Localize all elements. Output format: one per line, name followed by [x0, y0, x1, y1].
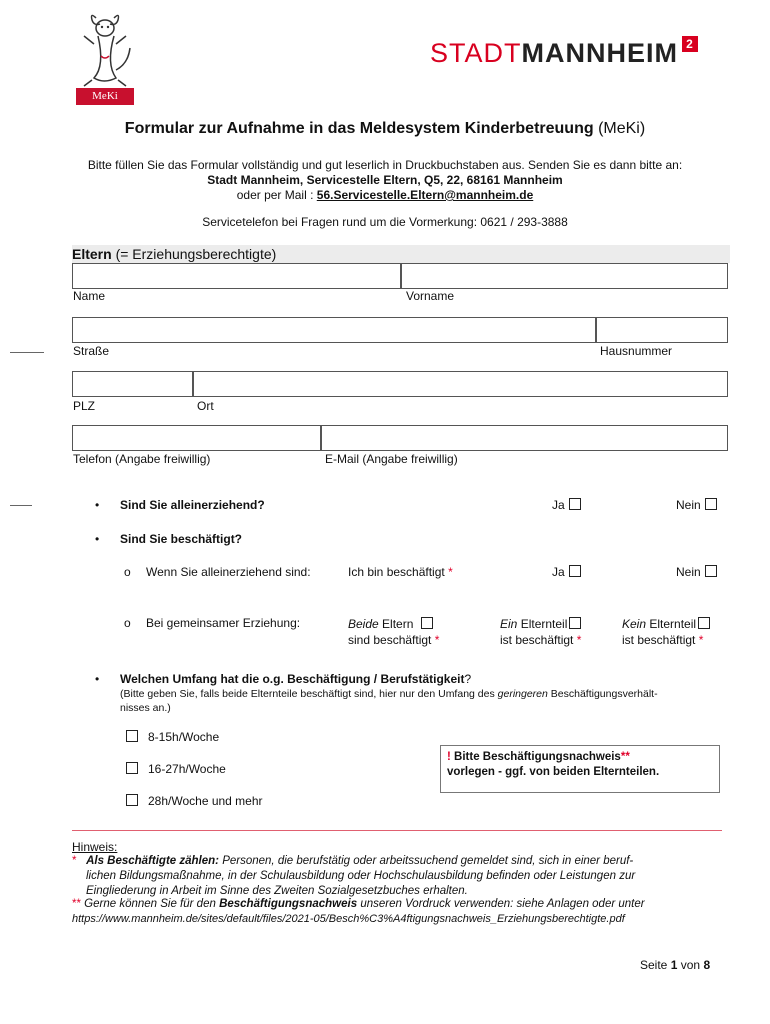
umfang-option-1[interactable] [126, 730, 219, 744]
kangaroo-icon [76, 10, 134, 90]
opt-kein-checkbox[interactable] [698, 617, 710, 629]
note2-b: unseren Vordruck verwenden: siehe Anlagen oder unter [360, 898, 645, 910]
divider [72, 830, 722, 831]
q1-nein-checkbox[interactable] [705, 498, 717, 510]
nachweis-alert [440, 745, 720, 793]
bullet: • [95, 498, 100, 512]
telefon-label: Telefon (Angabe freiwillig) [73, 452, 211, 466]
vorname-input[interactable] [400, 263, 728, 289]
stadt-mannheim-logo [430, 38, 698, 69]
opt-ein-line2: ist beschäftigt [500, 633, 574, 647]
hint-italic: geringeren [497, 688, 548, 700]
umfang-label-2: 16-27h/Woche [148, 762, 226, 776]
q1-nein-label: Nein [676, 498, 701, 512]
brand-stadt: STADT [430, 38, 522, 68]
note1-bold: Als Beschäftigte zählen: [86, 855, 219, 867]
margin-mark [10, 352, 44, 353]
strasse-label: Straße [73, 344, 110, 358]
note2-a: Gerne können Sie für den [84, 898, 216, 910]
title-bold: Formular zur Aufnahme in das Meldesystem Kinderbetreuung [124, 120, 594, 137]
umfang-checkbox-3[interactable] [126, 794, 138, 806]
brand-mannheim: MANNHEIM [521, 38, 678, 68]
q-umfang [120, 672, 471, 686]
title-normal: (MeKi) [598, 120, 646, 137]
sub2-text: Bei gemeinsamer Erziehung: [146, 616, 301, 630]
notes-heading: Hinweis: [72, 840, 118, 854]
section-normal: (= Erziehungsberechtigte) [115, 246, 277, 262]
q1-ja-checkbox[interactable] [569, 498, 581, 510]
q-umfang-qmark: ? [464, 672, 472, 686]
required-star: * [698, 633, 704, 647]
section-bold: Eltern [72, 246, 112, 262]
alert-stars: ** [620, 751, 630, 763]
opt-kein-line2: ist beschäftigt [622, 633, 696, 647]
q2a-nein-checkbox[interactable] [705, 565, 717, 577]
q2a-nein-option[interactable] [676, 565, 717, 579]
brand-sup: 2 [682, 36, 698, 52]
required-star: * [434, 633, 440, 647]
plz-input[interactable] [72, 371, 194, 397]
footer-total: 8 [703, 958, 711, 972]
sub1-mid-text: Ich bin beschäftigt [348, 565, 445, 579]
hint-a: (Bitte geben Sie, falls beide Elternteile beschäftigt sind, hier nur den Umfang des [120, 688, 495, 700]
alert-excl: ! [447, 751, 451, 763]
meki-badge: MeKi [76, 88, 134, 105]
opt-beide[interactable] [348, 616, 439, 648]
sub-marker: o [124, 616, 131, 630]
intro-line1: Bitte füllen Sie das Formular vollständig und gut leserlich in Druckbuchstaben aus. Senden Sie es dann bitte an: [87, 158, 683, 172]
email-label: E-Mail (Angabe freiwillig) [325, 452, 458, 466]
q1-nein-option[interactable] [676, 498, 717, 512]
required-star: * [576, 633, 582, 647]
plz-label: PLZ [73, 399, 96, 413]
q2a-ja-checkbox[interactable] [569, 565, 581, 577]
q1-ja-option[interactable] [552, 498, 581, 512]
umfang-option-2[interactable] [126, 762, 226, 776]
opt-beide-rest: Eltern [382, 617, 414, 631]
service-phone: Servicetelefon bei Fragen rund um die Vormerkung: 0621 / 293-3888 [202, 215, 568, 229]
page-number [640, 958, 710, 972]
note2-bold: Beschäftigungsnachweis [219, 898, 358, 910]
opt-beide-line2: sind beschäftigt [348, 633, 432, 647]
opt-ein-italic: Ein [500, 617, 518, 631]
note-2 [72, 897, 732, 927]
intro-mail-prefix: oder per Mail : [236, 188, 314, 202]
opt-beide-checkbox[interactable] [421, 617, 433, 629]
q-umfang-text: Welchen Umfang hat die o.g. Beschäftigung / Berufstätigkeit [120, 672, 465, 686]
hint-c: nisses an.) [120, 702, 171, 714]
footer-seite: Seite [640, 958, 668, 972]
q2a-ja-label: Ja [552, 565, 565, 579]
email-link[interactable]: 56.Servicestelle.Eltern@mannheim.de [316, 188, 534, 202]
name-input[interactable] [72, 263, 402, 289]
vorname-label: Vorname [406, 289, 455, 303]
ort-label: Ort [197, 399, 214, 413]
hausnummer-label: Hausnummer [600, 344, 673, 358]
strasse-input[interactable] [72, 317, 597, 343]
q-alleinerziehend: Sind Sie alleinerziehend? [120, 498, 265, 512]
required-star: * [448, 565, 453, 579]
note1-line3: Eingliederung in Arbeit im Sinne des Zweiten Sozialgesetzbuches erhalten. [86, 885, 468, 897]
note-star: * [72, 855, 77, 867]
margin-mark [10, 505, 32, 506]
note2-url[interactable]: https://www.mannheim.de/sites/default/files/2021-05/Besch%C3%A4ftigungsnachweis_Erziehungsberechtigte.pdf [72, 913, 625, 925]
opt-beide-italic: Beide [348, 617, 379, 631]
umfang-option-3[interactable] [126, 794, 263, 808]
ort-input[interactable] [192, 371, 728, 397]
sub-marker: o [124, 565, 131, 579]
opt-ein-checkbox[interactable] [569, 617, 581, 629]
note-stars: ** [72, 898, 81, 910]
footer-page: 1 [670, 958, 678, 972]
umfang-checkbox-1[interactable] [126, 730, 138, 742]
umfang-label-1: 8-15h/Woche [148, 730, 220, 744]
opt-kein[interactable] [622, 616, 710, 648]
opt-kein-rest: Elternteil [649, 617, 697, 631]
note1-line2: lichen Bildungsmaßnahme, in der Schulausbildung oder Hochschulausbildung befinden oder Leistungen zur [86, 870, 636, 882]
sub1-mid [348, 565, 453, 579]
meki-logo [76, 10, 134, 105]
q2a-ja-option[interactable] [552, 565, 581, 579]
name-label: Name [73, 289, 106, 303]
section-eltern-heading [72, 245, 730, 263]
bullet: • [95, 672, 100, 686]
footer-von: von [680, 958, 701, 972]
q-beschaeftigt: Sind Sie beschäftigt? [120, 532, 243, 546]
hausnummer-input[interactable] [595, 317, 728, 343]
intro-mail-line [0, 188, 770, 202]
opt-ein[interactable] [500, 616, 581, 648]
umfang-label-3: 28h/Woche und mehr [148, 794, 263, 808]
alert-text1: Bitte Beschäftigungsnachweis [454, 751, 621, 763]
telefon-input[interactable] [72, 425, 322, 451]
hint-b: Beschäftigungsverhält- [550, 688, 658, 700]
alert-text2: vorlegen - ggf. von beiden Elternteilen. [447, 766, 660, 778]
note1-text: Personen, die berufstätig oder arbeitssuchend gemeldet sind, sich in einer beruf- [222, 855, 634, 867]
opt-ein-rest: Elternteil [520, 617, 568, 631]
intro-address: Stadt Mannheim, Servicestelle Eltern, Q5, 22, 68161 Mannheim [207, 173, 563, 187]
umfang-checkbox-2[interactable] [126, 762, 138, 774]
q1-ja-label: Ja [552, 498, 565, 512]
email-input[interactable] [320, 425, 728, 451]
bullet: • [95, 532, 100, 546]
q-umfang-hint [120, 687, 730, 715]
q2a-nein-label: Nein [676, 565, 701, 579]
page-title [0, 120, 770, 138]
note-1 [72, 854, 732, 899]
sub1-text: Wenn Sie alleinerziehend sind: [146, 565, 311, 579]
opt-kein-italic: Kein [622, 617, 647, 631]
